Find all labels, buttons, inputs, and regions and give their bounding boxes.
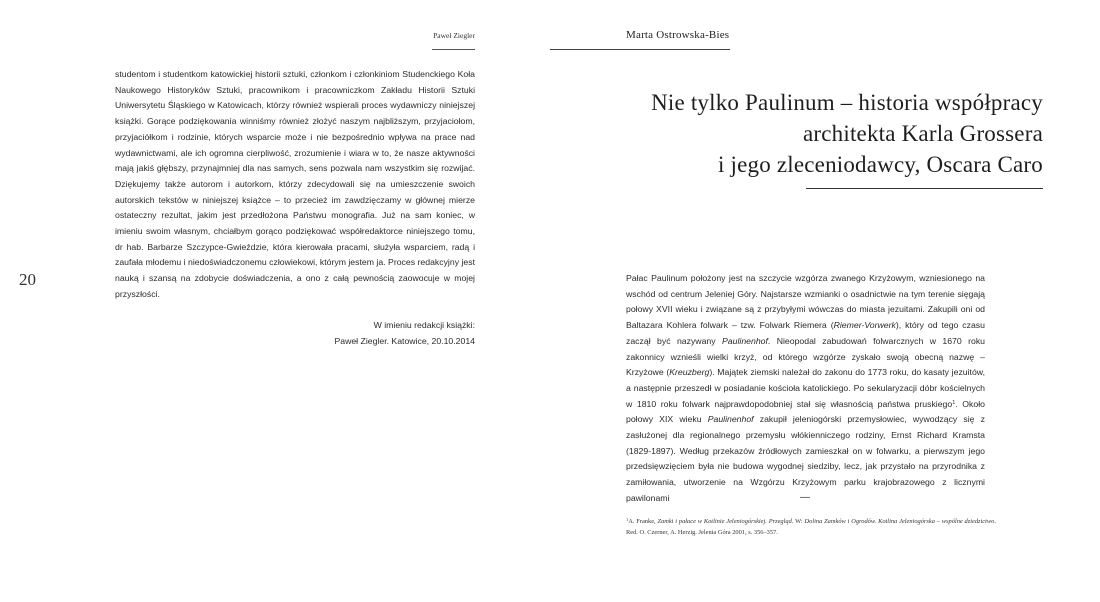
section-dash: —: [800, 492, 810, 503]
italic-term: Kreuzberg: [669, 367, 710, 378]
italic-title: Zamki i pałace w Kotlinie Jeleniogórskiej. Przegląd: [657, 518, 792, 525]
header-rule: [432, 49, 475, 50]
text-run: A. Franke,: [628, 518, 658, 525]
text-run: ). Majątek ziemski należał do zakonu do 1773 roku, do kasaty jezuitów, a następnie przeszedł w posiadanie kościoła katolickiego. Po sekularyzacji dóbr kościelnych w 1810 roku folwark najprawdopodobniej stał się własnością państwa pruskiego: [626, 367, 986, 409]
header-rule: [550, 49, 730, 50]
footnote-marker[interactable]: 1: [952, 399, 956, 406]
running-head-author: Marta Ostrowska-Bies: [626, 29, 730, 41]
paragraph: [626, 271, 985, 507]
title-line: architekta Karla Grossera: [803, 121, 1043, 146]
text-run: . W:: [791, 518, 805, 525]
text-run: . Nieopodal zabudowań folwarcznych w 1670 roku zakonnicy wznieśli wielki krzyż, od którego wzgórze zyskało swoją obecną nazwę – Krzyżowe (: [626, 335, 985, 378]
text-run: zakupił jeleniogórski przemysłowiec, wywodzący się z zasłużonej dla regionalnego przemysłu włókienniczego rodziny, Ernst Richard Kramsta (1829-1897). Według przekazów źródłowych zamieszkał on w folwarku, a pierwszym jego przedsięwzięciem była nie budowa wygodnej siedziby, lecz, jak przystało na przyrodnika z zamiłowania, utworzenie na Wzgórzu Krzyżowym parku krajobrazowego z licznymi pawilonami: [626, 414, 986, 503]
italic-term: Paulinenhof: [707, 414, 754, 425]
text-run: . Około połowy XIX wieku: [626, 398, 985, 425]
text-run: Pałac Paulinum położony jest na szczycie wzgórza zwanego Krzyżowym, wzniesionego na wschód od centrum Jeleniej Góry. Najstarsze wzmianki o osadnictwie na tym terenie sięgają połowy XVII wieku i związane są z przybyłymi wówczas do miasta jezuitami. Zakupili oni od Baltazara Kohlera folwark – tzw. Folwark Riemera (: [626, 273, 985, 331]
italic-term: Riemer-Vorwerk: [833, 320, 896, 331]
signature-block: [275, 318, 475, 349]
body-text: [626, 271, 985, 507]
signature-line: Paweł Ziegler. Katowice, 20.10.2014: [334, 335, 475, 346]
title-rule: [806, 188, 1043, 189]
title-line: i jego zleceniodawcy, Oscara Caro: [717, 152, 1043, 177]
footnote: [626, 516, 996, 538]
right-page: [550, 0, 1100, 602]
text-run: ), który od tego czasu zaczął być nazywany: [626, 320, 985, 346]
italic-title: Dolina Zamków i Ogrodów. Kotlina Jeleniogórska – wspólne dziedzictwo: [804, 518, 995, 525]
running-head-author: Paweł Ziegler: [433, 31, 475, 40]
title-line: Nie tylko Paulinum – historia współpracy: [651, 90, 1043, 115]
signature-line: W imieniu redakcji książki:: [373, 320, 475, 330]
paragraph: studentom i studentkom katowickiej historii sztuki, członkom i członkiniom Studenckiego Koła Naukowego Historyków Sztuki, pracownikom i pracowniczkom Zakładu Historii Sztuki Uniwersytetu Śląskiego w Katowicach, którzy również wspierali proces wydawniczy niniejszej książki. Gorące podziękowania winniśmy również złożyć naszym najbliższym, przyjaciołom, przyjaciółkom i rodzinie, których wsparcie może i nie bezpośrednio wpływa na prace nad wydawnictwami, ale ich ogromna cierpliwość, zrozumienie i wiara w to, że nasze aktywności mają jakiś głębszy, przynajmniej dla nas samych, sens pozwala nam wszystkim się rozwijać. Dziękujemy także autorom i autorkom, którzy zdecydowali się na umieszczenie swoich autorskich tekstów w niniejszej książce – to przecież im zawdzięczamy w głównej mierze ostateczny rezultat, jakim jest przedłożona Państwu monografia. Już na sam koniec, w imieniu swoim własnym, chciałbym gorąco podziękować współredaktorce niniejszego tomu, dr hab. Barbarze Szczypce-Gwieździe, która kierowała pracami, służyła wsparciem, radą i zaufała młodemu i niedoświadczonemu człowiekowi, którym jestem ja. Proces redakcyjny jest nauką i szansą na zdobycie doświadczenia, a ono z całą pewnością zaowocuje w mojej przyszłości.: [115, 69, 475, 299]
footnote-number: 1: [626, 517, 629, 522]
body-text: [115, 67, 475, 303]
italic-term: Paulinenhof: [722, 335, 768, 346]
text-run: . Red. O. Czerner, A. Herzig. Jelenia Góra 2001, s. 356–357.: [626, 518, 996, 536]
chapter-title: [603, 87, 1043, 180]
footnote-text: [626, 516, 996, 538]
page-number: 20: [19, 270, 36, 289]
